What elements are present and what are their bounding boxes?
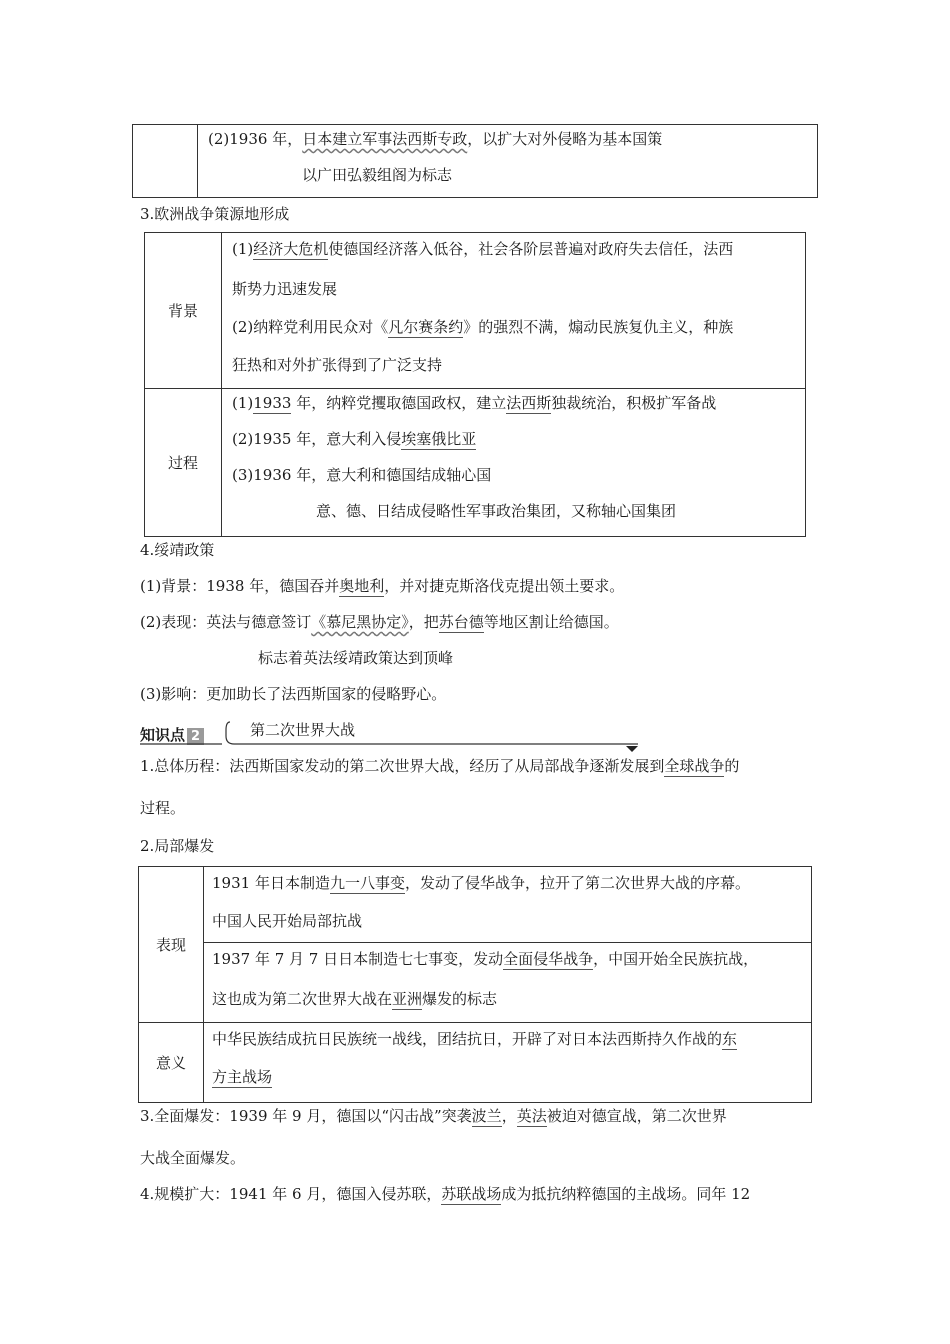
knowledge-point-header-line: [140, 718, 640, 754]
bg-line-1: (1)经济大危机使德国经济落入低谷，社会各阶层普遍对政府失去信任，法西: [232, 240, 734, 258]
appeasement-impact: (3)影响：更加助长了法西斯国家的侵略野心。: [140, 685, 447, 703]
row-2-line-2: 这也成为第二次世界大战在亚洲爆发的标志: [212, 990, 498, 1008]
europe-table-process-label: 过程: [145, 389, 222, 537]
fascism-underline: 法西斯: [506, 394, 552, 412]
ww2-overview-line-2: 过程。: [140, 799, 186, 817]
top-table-row: (2)1936 年，日本建立军事法西斯专政，以扩大对外侵略为基本国策: [208, 130, 663, 148]
row-1-line-2: 中国人民开始局部抗战: [212, 912, 363, 930]
scale-expansion-line: 4.规模扩大：1941 年 6 月，德国入侵苏联，苏联战场成为抵抗纳粹德国的主战场。同年 12: [140, 1185, 751, 1203]
economic-crisis-underline: 经济大危机: [253, 240, 329, 258]
top-table-label-cell: [133, 125, 198, 198]
uk-france-underline: 英法: [516, 1107, 547, 1125]
process-line-3: (3)1936 年，意大利和德国结成轴心国: [232, 466, 492, 484]
top-table-content-cell: [198, 125, 818, 198]
austria-underline: 奥地利: [339, 577, 385, 595]
sudetenland-underline: 苏台德: [438, 613, 484, 631]
knowledge-point-number: 2: [187, 728, 204, 745]
row-2-line-1: 1937 年 7 月 7 日日本制造七七事变，发动全面侵华战争，中国开始全民族抗战，: [212, 950, 759, 968]
local-outbreak-table: [138, 866, 812, 1103]
row-3-line-2: [212, 1067, 272, 1087]
munich-agreement-underline: 《慕尼黑协定》: [311, 613, 409, 631]
process-line-2: (2)1935 年，意大利入侵埃塞俄比亚: [232, 430, 477, 448]
asia-underline: 亚洲: [392, 990, 423, 1008]
row-3-line-1: 中华民族结成抗日民族统一战线，团结抗日，开辟了对日本法西斯持久作战的东: [212, 1030, 738, 1048]
sept18-underline: 九一八事变: [329, 874, 405, 892]
appeasement-manifestation: (2)表现：英法与德意签订《慕尼黑协定》，把苏台德等地区割让给德国。: [140, 613, 619, 631]
eastern-front-underline-1: 东: [722, 1030, 738, 1048]
top-table-note: 以广田弘毅组阁为标志: [302, 166, 453, 184]
europe-table: [144, 232, 806, 537]
ethiopia-underline: 埃塞俄比亚: [401, 430, 477, 448]
process-note: 意、德、日结成侵略性军事政治集团，又称轴心国集团: [316, 502, 677, 520]
bg-line-2: 斯势力迅速发展: [232, 280, 338, 298]
full-outbreak-line-1: 3.全面爆发：1939 年 9 月，德国以“闪击战”突袭波兰，英法被迫对德宣战，第二次世界: [140, 1107, 727, 1125]
poland-underline: 波兰: [471, 1107, 502, 1125]
top-table-underline: 日本建立军事法西斯专政: [302, 130, 468, 148]
full-invasion-underline: 全面侵华战争: [503, 950, 594, 968]
local-table-row-1: [204, 867, 812, 943]
europe-table-process-cell: [222, 389, 806, 537]
knowledge-point-badge: 知识点 2: [140, 724, 204, 745]
local-table-row-3: [204, 1023, 812, 1103]
section-3-title: 3.欧洲战争策源地形成: [140, 205, 290, 223]
full-outbreak-line-2: 大战全面爆发。: [140, 1149, 246, 1167]
top-table: [132, 124, 818, 198]
section-local-outbreak-title: 2.局部爆发: [140, 837, 215, 855]
bg-line-3: (2)纳粹党利用民众对《凡尔赛条约》的强烈不满，煽动民族复仇主义，种族: [232, 318, 734, 336]
local-table-row-2: [204, 943, 812, 1023]
section-4-title: 4.绥靖政策: [140, 541, 215, 559]
soviet-front-underline: 苏联战场: [441, 1185, 502, 1203]
europe-table-bg-cell: [222, 233, 806, 389]
row-1-line-1: 1931 年日本制造九一八事变，发动了侵华战争，拉开了第二次世界大战的序幕。: [212, 874, 750, 892]
local-table-label-1: 表现: [139, 867, 204, 1023]
europe-table-bg-label: 背景: [145, 233, 222, 389]
global-war-underline: 全球战争: [664, 757, 725, 775]
knowledge-point-title: 第二次世界大战: [250, 721, 356, 739]
appeasement-note: 标志着英法绥靖政策达到顶峰: [258, 649, 454, 667]
eastern-front-underline-2: 方主战场: [212, 1068, 273, 1086]
appeasement-background: (1)背景：1938 年，德国吞并奥地利，并对捷克斯洛伐克提出领土要求。: [140, 577, 625, 595]
process-line-1: (1)1933 年，纳粹党攫取德国政权，建立法西斯独裁统治，积极扩军备战: [232, 394, 717, 412]
bg-line-4: 狂热和对外扩张得到了广泛支持: [232, 356, 443, 374]
ww2-overview-line-1: 1.总体历程：法西斯国家发动的第二次世界大战，经历了从局部战争逐渐发展到全球战争的: [140, 757, 740, 775]
versailles-underline: 凡尔赛条约: [388, 318, 464, 336]
year-1933-underline: 1933: [253, 394, 292, 412]
local-table-label-2: 意义: [139, 1023, 204, 1103]
